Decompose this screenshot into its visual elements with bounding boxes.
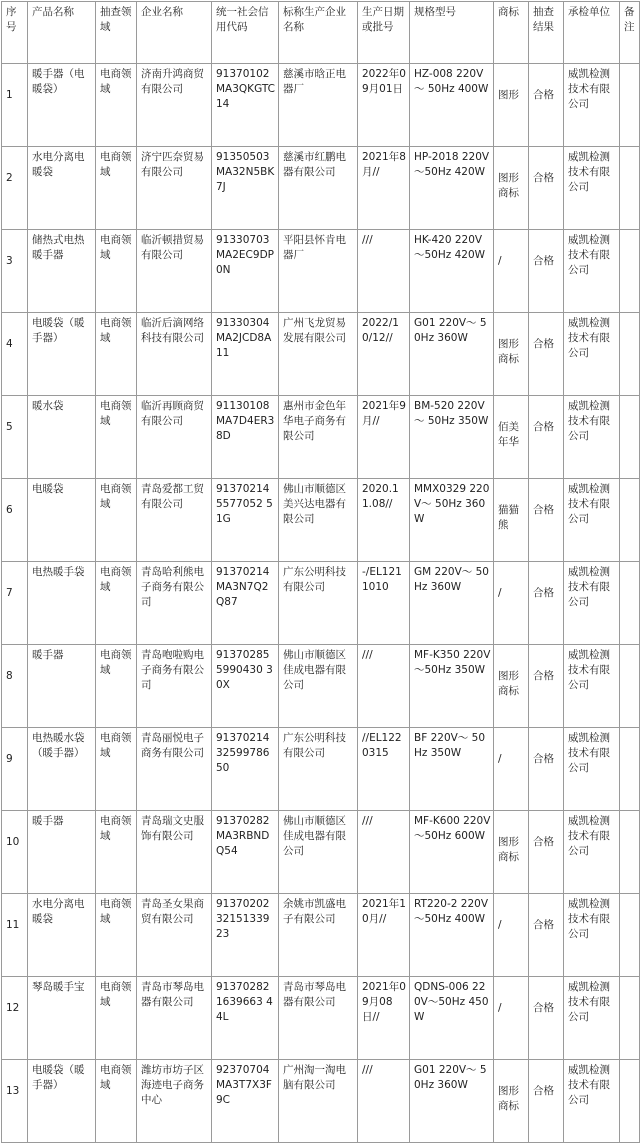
cell-date: -/EL1211010: [358, 562, 410, 645]
table-row: [2, 1060, 640, 1143]
cell-result: 合格: [529, 811, 564, 894]
cell-no: 8: [2, 645, 28, 728]
cell-date: ///: [358, 645, 410, 728]
cell-maker: 慈溪市晗正电器厂: [279, 64, 358, 147]
cell-no: 10: [2, 811, 28, 894]
cell-lab: 威凯检测技术有限公司: [564, 811, 620, 894]
header-model: 规格型号: [410, 2, 494, 64]
table-row: [2, 64, 640, 147]
cell-lab: 威凯检测技术有限公司: [564, 728, 620, 811]
header-credit-code: 统一社会信用代码: [212, 2, 279, 64]
cell-company: 济南升鸿商贸有限公司: [137, 64, 212, 147]
cell-model: G01 220V～ 50Hz 360W: [410, 313, 494, 396]
cell-date: ///: [358, 1060, 410, 1143]
cell-credit-code: 913702855990430 30X: [212, 645, 279, 728]
cell-product: 水电分离电暖袋: [28, 147, 96, 230]
cell-model: MF-K350 220V～50Hz 350W: [410, 645, 494, 728]
cell-lab: 威凯检测技术有限公司: [564, 313, 620, 396]
cell-no: 7: [2, 562, 28, 645]
cell-field: 电商领域: [96, 562, 137, 645]
cell-field: 电商领域: [96, 64, 137, 147]
cell-maker: 广州淘一淘电脑有限公司: [279, 1060, 358, 1143]
cell-maker: 余姚市凯盛电子有限公司: [279, 894, 358, 977]
cell-result: 合格: [529, 728, 564, 811]
cell-note: [620, 1060, 640, 1143]
cell-maker: 广州飞龙贸易发展有限公司: [279, 313, 358, 396]
cell-model: BF 220V～ 50Hz 350W: [410, 728, 494, 811]
cell-lab: 威凯检测技术有限公司: [564, 645, 620, 728]
cell-maker: 广东公明科技有限公司: [279, 728, 358, 811]
cell-no: 12: [2, 977, 28, 1060]
cell-brand: /: [494, 894, 529, 977]
cell-credit-code: 91370282MA3RBNDQ54: [212, 811, 279, 894]
table-row: [2, 230, 640, 313]
cell-model: GM 220V～ 50Hz 360W: [410, 562, 494, 645]
cell-field: 电商领域: [96, 728, 137, 811]
cell-model: BM-520 220V～ 50Hz 350W: [410, 396, 494, 479]
cell-no: 5: [2, 396, 28, 479]
cell-credit-code: 913702143259978650: [212, 728, 279, 811]
cell-no: 9: [2, 728, 28, 811]
cell-result: 合格: [529, 396, 564, 479]
cell-model: HK-420 220V～50Hz 420W: [410, 230, 494, 313]
header-lab: 承检单位: [564, 2, 620, 64]
cell-date: 2021年8月//: [358, 147, 410, 230]
cell-maker: 佛山市顺德区佳成电器有限公司: [279, 811, 358, 894]
cell-result: 合格: [529, 64, 564, 147]
cell-brand: /: [494, 977, 529, 1060]
cell-company: 青岛圣女果商贸有限公司: [137, 894, 212, 977]
cell-product: 储热式电热暖手器: [28, 230, 96, 313]
cell-maker: 慈溪市红鹏电器有限公司: [279, 147, 358, 230]
cell-model: QDNS-006 220V～50Hz 450W: [410, 977, 494, 1060]
cell-product: 暖手器: [28, 645, 96, 728]
cell-credit-code: 91130108MA7D4ER38D: [212, 396, 279, 479]
cell-lab: 威凯检测技术有限公司: [564, 1060, 620, 1143]
cell-result: 合格: [529, 1060, 564, 1143]
cell-brand: 图形商标: [494, 1060, 529, 1143]
cell-credit-code: 91370214MA3N7Q2Q87: [212, 562, 279, 645]
cell-note: [620, 977, 640, 1060]
cell-model: HZ-008 220V～ 50Hz 400W: [410, 64, 494, 147]
cell-company: 青岛瑞文史服饰有限公司: [137, 811, 212, 894]
cell-field: 电商领域: [96, 1060, 137, 1143]
cell-date: 2021年9月//: [358, 396, 410, 479]
cell-date: //EL1220315: [358, 728, 410, 811]
header-product: 产品名称: [28, 2, 96, 64]
cell-note: [620, 728, 640, 811]
cell-result: 合格: [529, 230, 564, 313]
cell-company: 青岛丽悦电子商务有限公司: [137, 728, 212, 811]
table-row: [2, 645, 640, 728]
cell-company: 青岛市琴岛电器有限公司: [137, 977, 212, 1060]
cell-note: [620, 645, 640, 728]
cell-note: [620, 562, 640, 645]
cell-date: ///: [358, 811, 410, 894]
cell-lab: 威凯检测技术有限公司: [564, 977, 620, 1060]
cell-brand: 图形商标: [494, 645, 529, 728]
cell-note: [620, 894, 640, 977]
cell-credit-code: 92370704MA3T7X3F9C: [212, 1060, 279, 1143]
cell-maker: 佛山市顺德区佳成电器有限公司: [279, 645, 358, 728]
cell-result: 合格: [529, 977, 564, 1060]
cell-company: 临沂再顾商贸有限公司: [137, 396, 212, 479]
cell-product: 暖水袋: [28, 396, 96, 479]
cell-date: 2022年09月01日: [358, 64, 410, 147]
cell-field: 电商领域: [96, 977, 137, 1060]
cell-model: MMX0329 220V～ 50Hz 360W: [410, 479, 494, 562]
cell-credit-code: 913702145577052 51G: [212, 479, 279, 562]
cell-brand: 图形: [494, 64, 529, 147]
cell-lab: 威凯检测技术有限公司: [564, 562, 620, 645]
cell-date: 2021年09月08日//: [358, 977, 410, 1060]
cell-date: 2021年10月//: [358, 894, 410, 977]
cell-credit-code: 913702821639663 44L: [212, 977, 279, 1060]
cell-no: 2: [2, 147, 28, 230]
cell-maker: 佛山市顺德区美兴达电器有限公司: [279, 479, 358, 562]
cell-company: 临沂后滴网络科技有限公司: [137, 313, 212, 396]
cell-product: 电热暖手袋: [28, 562, 96, 645]
cell-result: 合格: [529, 645, 564, 728]
cell-field: 电商领域: [96, 811, 137, 894]
inspection-table: [1, 1, 640, 1143]
cell-note: [620, 313, 640, 396]
cell-note: [620, 396, 640, 479]
cell-note: [620, 147, 640, 230]
cell-no: 6: [2, 479, 28, 562]
cell-credit-code: 91370102MA3QKGTC14: [212, 64, 279, 147]
header-field: 抽查领域: [96, 2, 137, 64]
cell-company: 青岛咆啦购电子商务有限公司: [137, 645, 212, 728]
cell-note: [620, 479, 640, 562]
cell-product: 电暖袋: [28, 479, 96, 562]
cell-field: 电商领域: [96, 645, 137, 728]
cell-model: MF-K600 220V～50Hz 600W: [410, 811, 494, 894]
cell-no: 13: [2, 1060, 28, 1143]
cell-model: HP-2018 220V～50Hz 420W: [410, 147, 494, 230]
cell-brand: /: [494, 230, 529, 313]
cell-field: 电商领域: [96, 313, 137, 396]
table-row: [2, 811, 640, 894]
header-result: 抽查结果: [529, 2, 564, 64]
cell-lab: 威凯检测技术有限公司: [564, 479, 620, 562]
cell-date: 2022/10/12//: [358, 313, 410, 396]
table-row: [2, 894, 640, 977]
table-row: [2, 479, 640, 562]
cell-note: [620, 64, 640, 147]
cell-company: 青岛哈利熊电子商务有限公司: [137, 562, 212, 645]
cell-result: 合格: [529, 894, 564, 977]
cell-product: 琴岛暖手宝: [28, 977, 96, 1060]
cell-lab: 威凯检测技术有限公司: [564, 894, 620, 977]
cell-product: 暖手器: [28, 811, 96, 894]
cell-product: 水电分离电暖袋: [28, 894, 96, 977]
cell-brand: 图形商标: [494, 313, 529, 396]
cell-lab: 威凯检测技术有限公司: [564, 396, 620, 479]
cell-maker: 平阳县怀肯电器厂: [279, 230, 358, 313]
header-date: 生产日期或批号: [358, 2, 410, 64]
cell-credit-code: 91330304MA2JCD8A11: [212, 313, 279, 396]
table-row: [2, 562, 640, 645]
cell-field: 电商领域: [96, 230, 137, 313]
cell-product: 电暖袋（暖手器）: [28, 1060, 96, 1143]
cell-maker: 广东公明科技有限公司: [279, 562, 358, 645]
cell-lab: 威凯检测技术有限公司: [564, 230, 620, 313]
cell-company: 潍坊市坊子区海迹电子商务中心: [137, 1060, 212, 1143]
cell-brand: 佰美年华: [494, 396, 529, 479]
cell-no: 4: [2, 313, 28, 396]
cell-company: 青岛爱都工贸有限公司: [137, 479, 212, 562]
header-no: 序号: [2, 2, 28, 64]
cell-company: 济宁匹奈贸易有限公司: [137, 147, 212, 230]
cell-field: 电商领域: [96, 894, 137, 977]
cell-credit-code: 913702023215133923: [212, 894, 279, 977]
cell-result: 合格: [529, 479, 564, 562]
cell-model: RT220-2 220V～50Hz 400W: [410, 894, 494, 977]
table-row: [2, 313, 640, 396]
cell-product: 电热暖水袋（暖手器）: [28, 728, 96, 811]
cell-note: [620, 230, 640, 313]
cell-field: 电商领域: [96, 479, 137, 562]
cell-lab: 威凯检测技术有限公司: [564, 64, 620, 147]
cell-credit-code: 91330703MA2EC9DP0N: [212, 230, 279, 313]
cell-date: ///: [358, 230, 410, 313]
header-company: 企业名称: [137, 2, 212, 64]
cell-brand: /: [494, 562, 529, 645]
cell-product: 电暖袋（暖手器）: [28, 313, 96, 396]
header-row: [2, 2, 640, 64]
cell-product: 暖手器（电暖袋）: [28, 64, 96, 147]
table-row: [2, 147, 640, 230]
header-note: 备注: [620, 2, 640, 64]
cell-company: 临沂顿措贸易有限公司: [137, 230, 212, 313]
header-brand: 商标: [494, 2, 529, 64]
cell-result: 合格: [529, 313, 564, 396]
cell-maker: 惠州市金色年华电子商务有限公司: [279, 396, 358, 479]
table-row: [2, 728, 640, 811]
table-row: [2, 977, 640, 1060]
cell-brand: /: [494, 728, 529, 811]
cell-field: 电商领域: [96, 147, 137, 230]
cell-result: 合格: [529, 562, 564, 645]
table-row: [2, 396, 640, 479]
cell-no: 1: [2, 64, 28, 147]
cell-brand: 猫猫熊: [494, 479, 529, 562]
cell-date: 2020.11.08//: [358, 479, 410, 562]
cell-maker: 青岛市琴岛电器有限公司: [279, 977, 358, 1060]
cell-no: 11: [2, 894, 28, 977]
cell-brand: 图形商标: [494, 811, 529, 894]
cell-no: 3: [2, 230, 28, 313]
cell-field: 电商领域: [96, 396, 137, 479]
cell-credit-code: 91350503MA32N5BK7J: [212, 147, 279, 230]
cell-result: 合格: [529, 147, 564, 230]
cell-brand: 图形商标: [494, 147, 529, 230]
cell-note: [620, 811, 640, 894]
cell-lab: 威凯检测技术有限公司: [564, 147, 620, 230]
header-maker: 标称生产企业名称: [279, 2, 358, 64]
cell-model: G01 220V～ 50Hz 360W: [410, 1060, 494, 1143]
